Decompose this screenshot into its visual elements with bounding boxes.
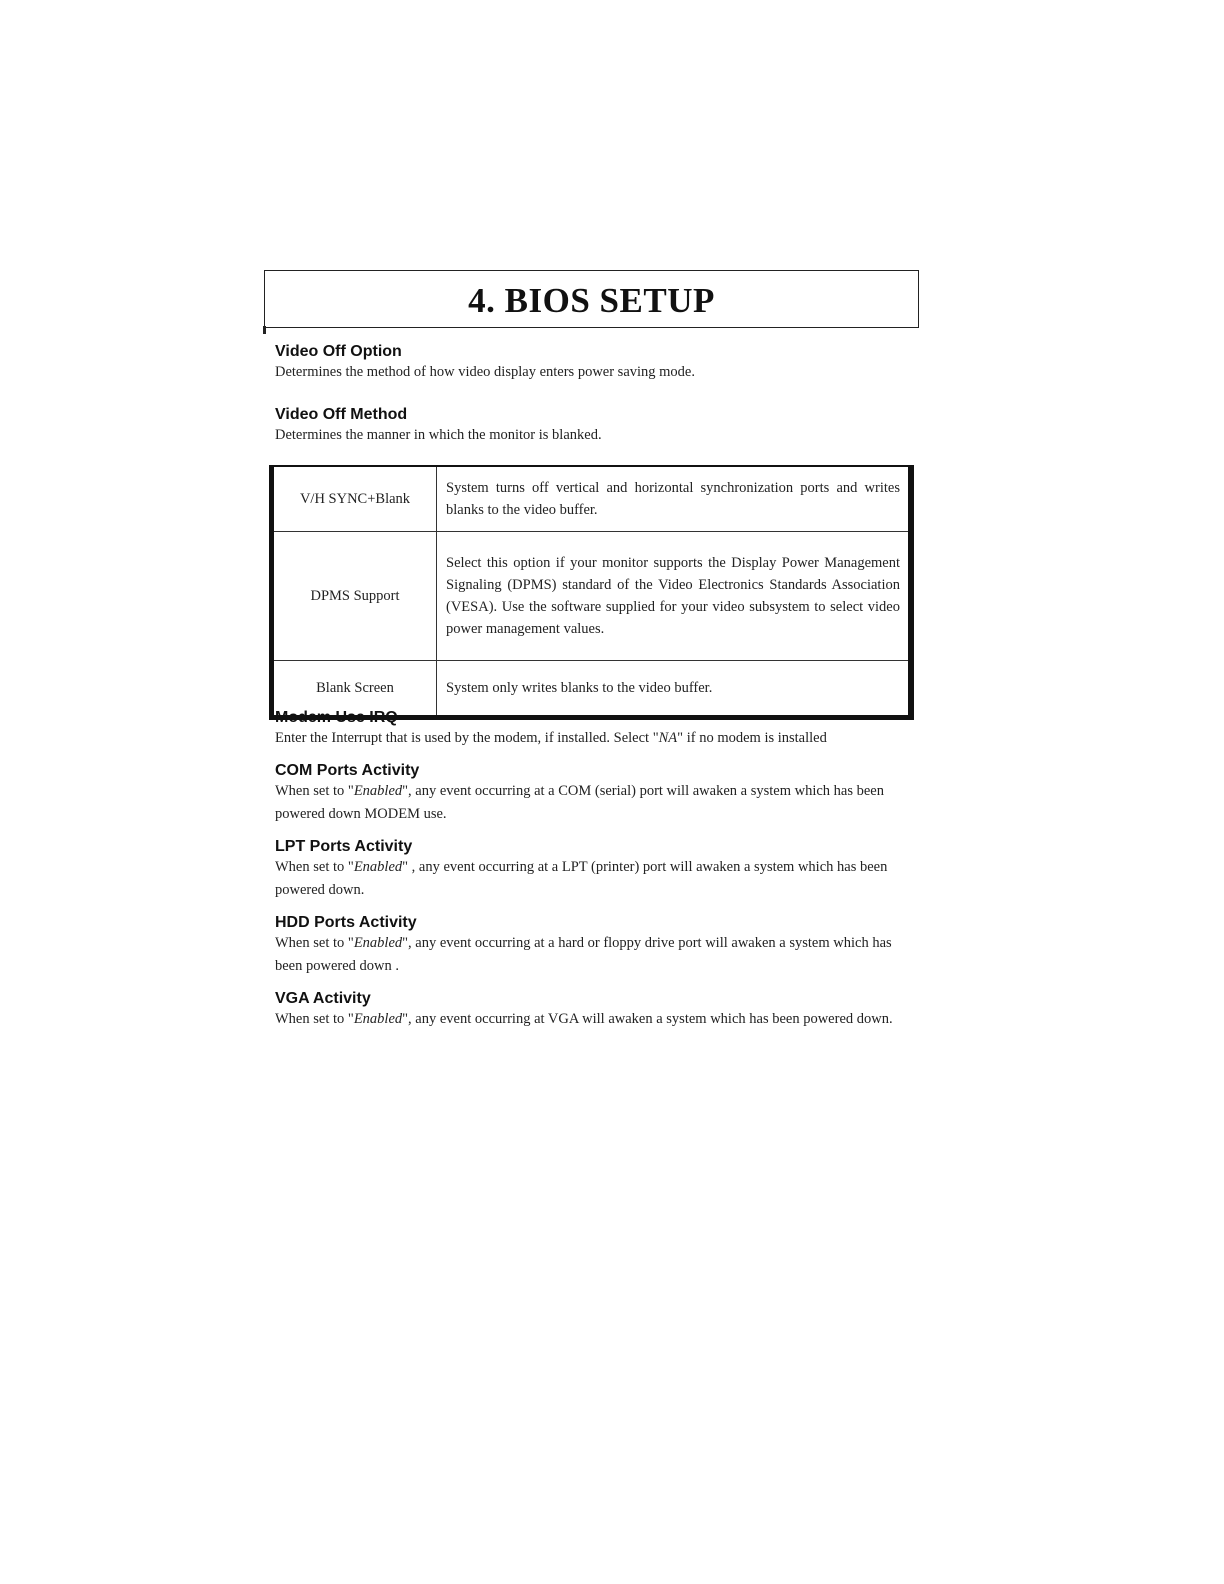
section-heading: VGA Activity [275, 990, 371, 1007]
description-cell: Select this option if your monitor supports the Display Power Management Signaling (DPMS) standard of the Video Electronics Standards Association (VESA). Use the software supplied for your video subsystem to select video power management values. [437, 532, 909, 661]
section-heading: Video Off Method [275, 406, 408, 423]
table-row [274, 661, 908, 716]
text-part: Enter the Interrupt that is used by the modem, if installed. Select " [275, 730, 659, 746]
section-video-off-method [275, 406, 915, 447]
top-sections [275, 343, 915, 447]
text-part: When set to " [275, 935, 354, 951]
section-hdd-ports-activity [275, 914, 915, 978]
section-heading: HDD Ports Activity [275, 914, 417, 931]
section-video-off-option [275, 343, 915, 384]
option-cell: DPMS Support [274, 532, 437, 661]
text-part: ", any event occurring at VGA will awaken a system which has been powered down. [402, 1011, 893, 1027]
section-com-ports-activity [275, 762, 915, 826]
bottom-sections [275, 709, 915, 1031]
emphasis-value: Enabled [353, 859, 403, 875]
section-heading: Modem Use IRQ [275, 709, 398, 726]
text-part: " if no modem is installed [677, 730, 827, 746]
chapter-title-box [264, 270, 919, 328]
emphasis-value: Enabled [353, 783, 403, 799]
description-cell: System only writes blanks to the video buffer. [437, 661, 909, 716]
section-heading: Video Off Option [275, 343, 402, 360]
description-cell: System turns off vertical and horizontal synchronization ports and writes blanks to the video buffer. [437, 467, 909, 532]
section-text [275, 1008, 915, 1031]
section-text [275, 932, 915, 978]
emphasis-value: Enabled [353, 935, 403, 951]
emphasis-value: Enabled [353, 1011, 403, 1027]
option-cell: Blank Screen [274, 661, 437, 716]
section-text [275, 856, 915, 902]
section-text [275, 727, 915, 750]
text-part: ", any event occurring at a COM (serial) port will awaken a system which has been powered down MODEM use. [275, 783, 884, 822]
section-heading: LPT Ports Activity [275, 838, 413, 855]
option-cell: V/H SYNC+Blank [274, 467, 437, 532]
section-modem-use-irq [275, 709, 915, 750]
section-text [275, 780, 915, 826]
video-off-method-table [269, 465, 914, 720]
text-part: When set to " [275, 1011, 354, 1027]
table-row [274, 467, 908, 532]
title-box-corner [263, 326, 266, 334]
section-vga-activity [275, 990, 915, 1031]
table-row [274, 532, 908, 661]
text-part: When set to " [275, 783, 354, 799]
text-part: " , any event occurring at a LPT (printer) port will awaken a system which has been powered down. [275, 859, 888, 898]
section-text: Determines the method of how video display enters power saving mode. [275, 364, 695, 380]
section-lpt-ports-activity [275, 838, 915, 902]
section-heading: COM Ports Activity [275, 762, 420, 779]
emphasis-value: NA [658, 730, 678, 746]
text-part: When set to " [275, 859, 354, 875]
page-title: 4. BIOS SETUP [468, 281, 715, 320]
section-text: Determines the manner in which the monitor is blanked. [275, 427, 602, 443]
text-part: ", any event occurring at a hard or floppy drive port will awaken a system which has been powered down . [275, 935, 892, 974]
